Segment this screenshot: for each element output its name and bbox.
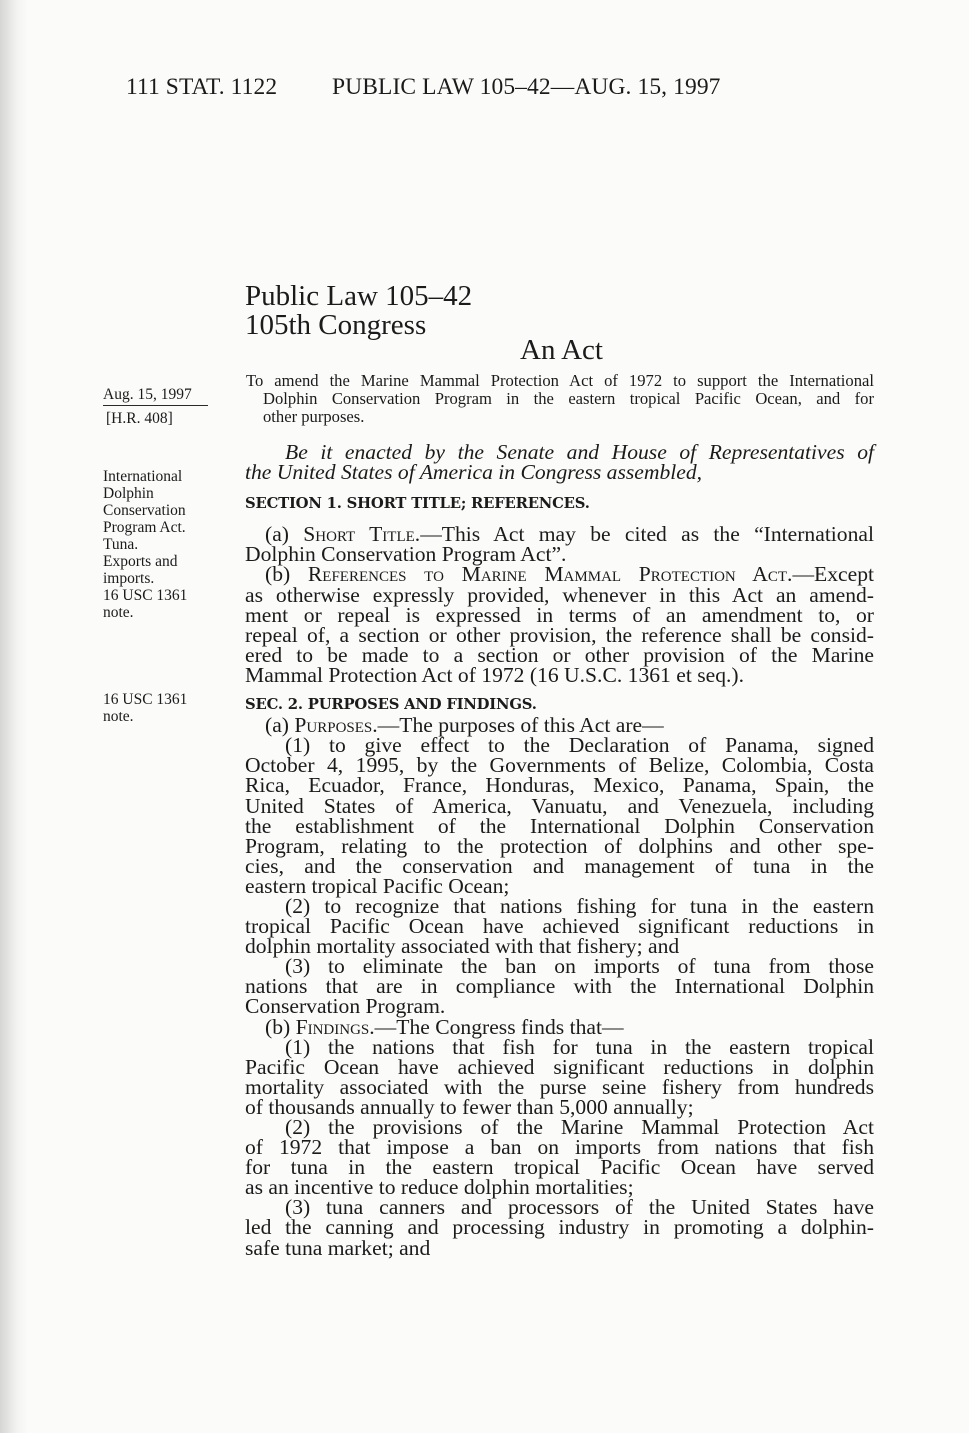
finding-item-line: of 1972 that impose a ban on imports from nations that fish (245, 1135, 874, 1160)
section-2-heading: SEC. 2. PURPOSES AND FINDINGS. (245, 696, 537, 714)
sec1-b-line: ered to be made to a section or other provision of the Marine (245, 642, 874, 667)
purpose-line: Dolphin Conservation Program in the eastern tropical Pacific Ocean, and for (263, 389, 874, 408)
margin-note-line: Exports and (103, 553, 178, 570)
purpose-line: To amend the Marine Mammal Protection Act of 1972 to support the International (246, 371, 874, 390)
sec2-b-intro: (b) Findings.—The Congress finds that— (265, 1014, 624, 1039)
margin-note-line: Conservation (103, 502, 186, 519)
purpose-item-line: dolphin mortality associated with that fishery; and (245, 934, 680, 959)
purpose-item-line: nations that are in compliance with the International Dolphin (245, 974, 874, 999)
margin-notes-sec2 (103, 691, 213, 725)
purpose-item-line: October 4, 1995, by the Governments of Belize, Colombia, Costa (245, 753, 874, 778)
margin-note-line: note. (103, 604, 134, 621)
finding-item-line: Pacific Ocean have achieved significant reductions in dolphin (245, 1054, 874, 1079)
purpose-line: other purposes. (263, 407, 365, 426)
margin-date-block (103, 386, 213, 427)
margin-notes (103, 468, 213, 621)
sec1-b-line: (b) References to Marine Mammal Protection Act.—Except (265, 562, 874, 587)
page-edge-shadow (0, 0, 28, 1433)
margin-note-line: note. (103, 708, 134, 725)
margin-note-line: 16 USC 1361 (103, 691, 188, 708)
purpose-item-line: tropical Pacific Ocean have achieved significant reductions in (245, 914, 874, 939)
margin-note-line: imports. (103, 570, 155, 587)
enacting-clause-line: the United States of America in Congress assembled, (245, 460, 703, 485)
bill-number: [H.R. 408] (106, 410, 173, 427)
section-1-heading: SECTION 1. SHORT TITLE; REFERENCES. (245, 495, 590, 513)
sec1-b-line: ment or repeal is expressed in terms of an amendment to, or (245, 602, 874, 627)
enacting-clause-line: Be it enacted by the Senate and House of Representatives of (285, 440, 874, 464)
purpose-item-line: eastern tropical Pacific Ocean; (245, 873, 510, 898)
public-law-number: Public Law 105–42 (245, 280, 473, 312)
finding-item-line: led the canning and processing industry in promoting a dolphin- (245, 1215, 874, 1240)
finding-item-line: as an incentive to reduce dolphin mortalities; (245, 1175, 634, 1200)
margin-note-line: 16 USC 1361 (103, 587, 188, 604)
finding-item-line: (3) tuna canners and processors of the United States have (285, 1195, 874, 1220)
finding-item-line: mortality associated with the purse seine fishery from hundreds (245, 1074, 874, 1099)
purpose-item-line: United States of America, Vanuatu, and Venezuela, including (245, 793, 874, 818)
sec1-b-line: as otherwise expressly provided, whenever in this Act an amend- (245, 582, 874, 607)
purpose-item-line: (2) to recognize that nations fishing for tuna in the eastern (285, 893, 874, 918)
purpose-item-line: (3) to eliminate the ban on imports of tuna from those (285, 954, 874, 979)
finding-item-line: for tuna in the eastern tropical Pacific Ocean have served (245, 1155, 874, 1180)
act-purpose (246, 372, 874, 426)
margin-note-line: Tuna. (103, 536, 139, 553)
enactment-date: Aug. 15, 1997 (103, 386, 208, 406)
margin-note-line: International (103, 468, 183, 485)
finding-item-line: (2) the provisions of the Marine Mammal Protection Act (285, 1115, 874, 1139)
stat-citation: 111 STAT. 1122 (126, 74, 278, 100)
sec1-b-line: Mammal Protection Act of 1972 (16 U.S.C. 1361 et seq.). (245, 662, 744, 687)
law-date-header: PUBLIC LAW 105–42—AUG. 15, 1997 (332, 74, 721, 100)
an-act-heading: An Act (520, 334, 603, 366)
sec2-a-intro: (a) Purposes.—The purposes of this Act are— (265, 713, 664, 738)
congress-number: 105th Congress (245, 309, 427, 341)
purpose-item-line: Program, relating to the protection of dolphins and other spe- (245, 833, 874, 858)
purpose-item-line: Conservation Program. (245, 994, 446, 1019)
purpose-item-line: the establishment of the International Dolphin Conservation (245, 813, 874, 838)
purpose-item-line: cies, and the conservation and management of tuna in the (245, 853, 874, 878)
margin-note-line: Program Act. (103, 519, 186, 536)
margin-note-line: Dolphin (103, 485, 154, 502)
act-body (245, 442, 874, 1258)
finding-item-line: safe tuna market; and (245, 1235, 431, 1260)
sec1-a-line: Dolphin Conservation Program Act”. (245, 542, 567, 567)
sec1-b-line: repeal of, a section or other provision, the reference shall be consid- (245, 622, 874, 647)
sec1-a-line: (a) Short Title.—This Act may be cited as the “International (265, 522, 874, 547)
purpose-item-line: Rica, Ecuador, France, Honduras, Mexico, Panama, Spain, the (245, 773, 874, 798)
finding-item-line: (1) the nations that fish for tuna in the eastern tropical (285, 1034, 874, 1059)
finding-item-line: of thousands annually to fewer than 5,000 annually; (245, 1094, 694, 1119)
purpose-item-line: (1) to give effect to the Declaration of Panama, signed (285, 733, 874, 758)
